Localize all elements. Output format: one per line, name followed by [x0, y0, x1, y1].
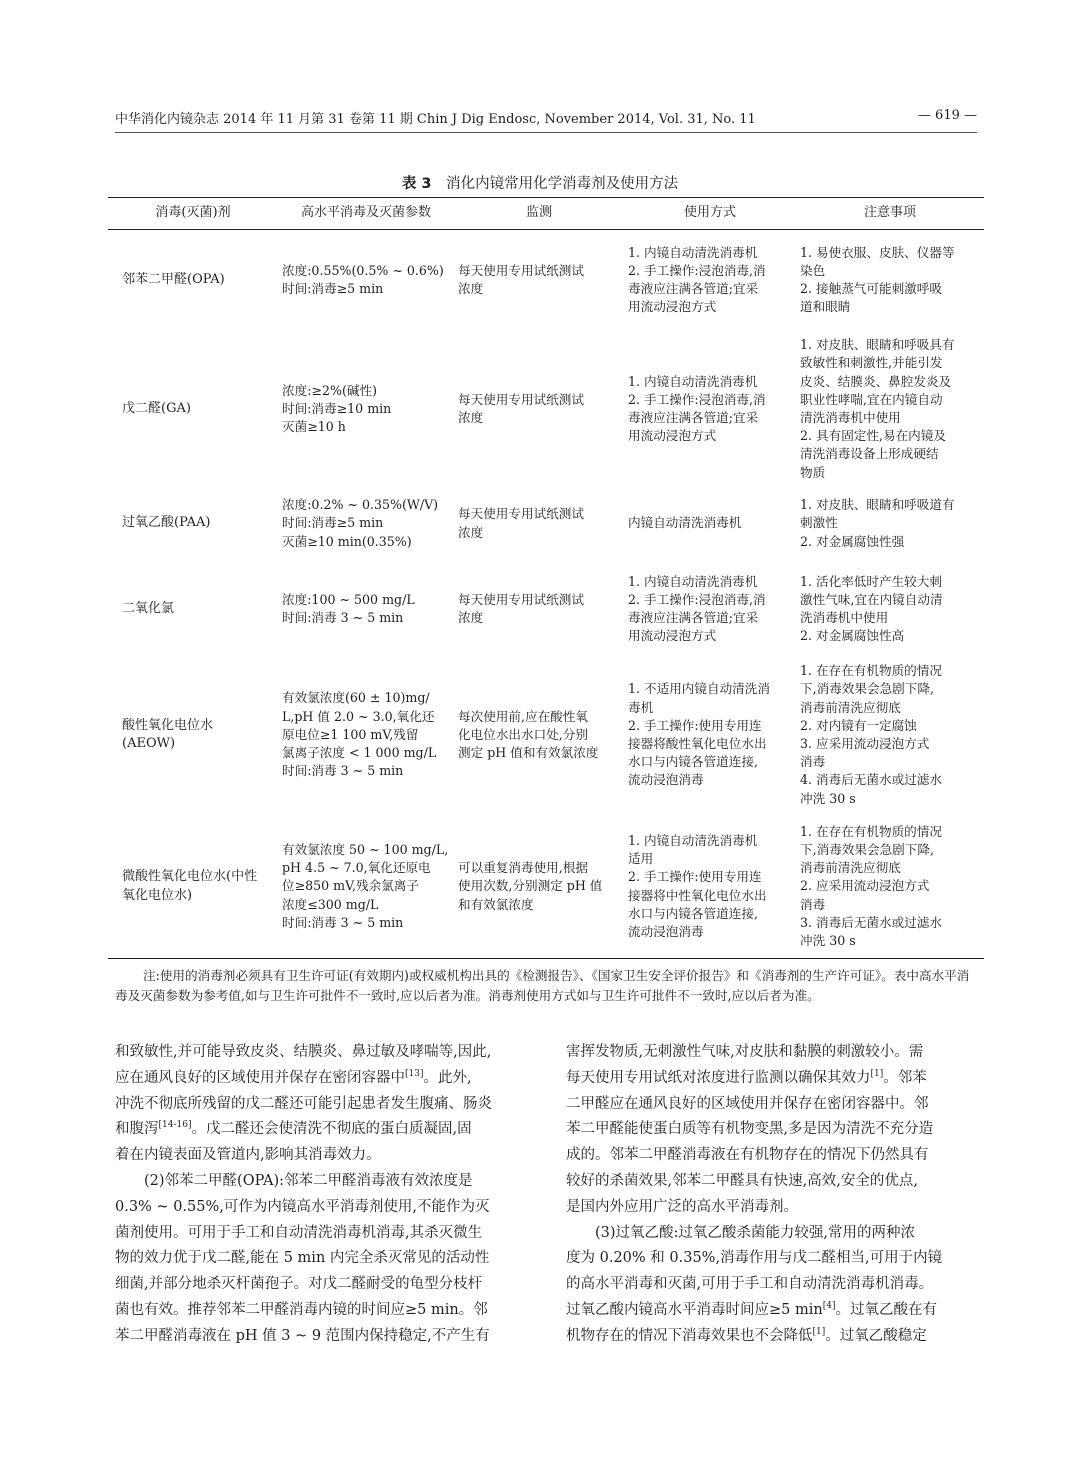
- cell-notes: [796, 813, 984, 960]
- column-header: 使用方式: [683, 204, 736, 220]
- table-row: [108, 813, 984, 960]
- cell-line: 毒机: [628, 699, 654, 715]
- cell-name: [108, 813, 278, 960]
- text-line: [115, 1272, 531, 1298]
- cell-line: 冲洗 30 s: [800, 790, 856, 806]
- cell-line: 内镜自动清洗消毒机: [628, 515, 742, 531]
- cell-line: 1. 内镜自动清洗消毒机: [628, 373, 758, 389]
- text-run: 害挥发物质,无刺激性气味,对皮肤和黏膜的刺激较小。需: [566, 1044, 924, 1060]
- cell-line: 1. 活化率低时产生较大刺: [800, 573, 942, 589]
- cell-line: 1. 在存在有机物质的情况: [800, 663, 942, 679]
- text-line: [115, 1246, 531, 1272]
- text-run: 成的。邻苯二甲醛消毒液在有机物存在的情况下仍然具有: [566, 1147, 929, 1164]
- cell-line: 激性气味,宜在内镜自动清: [800, 591, 943, 607]
- cell-line: 时间:消毒 3 ~ 5 min: [282, 914, 404, 930]
- cell-name: [108, 332, 278, 486]
- cell-line: 有效氯浓度 50 ~ 100 mg/L,: [282, 841, 449, 857]
- cell-line: 致敏性和刺激性,并能引发: [800, 355, 943, 371]
- cell-monitor: [454, 486, 624, 561]
- text-line: [566, 1272, 982, 1298]
- cell-line: 用流动浸泡方式: [628, 299, 717, 315]
- text-run: 过氧乙酸内镜高水平消毒时间应≥5 min: [566, 1301, 823, 1318]
- table-row: [108, 561, 984, 657]
- text-line: [566, 1169, 982, 1195]
- cell-line: 4. 消毒后无菌水或过滤水: [800, 772, 942, 788]
- cell-line: 灭菌≥10 h: [282, 419, 346, 435]
- cell-line: 适用: [628, 851, 654, 867]
- text-run: 菌剂使用。可用于手工和自动清洗消毒机消毒,其杀灭微生: [115, 1224, 483, 1241]
- text-run: 和致敏性,并可能导致皮炎、结膜炎、鼻过敏及哮喘等,因此,: [115, 1044, 492, 1060]
- table-row: [108, 657, 984, 813]
- cell-notes: [796, 332, 984, 486]
- text-run: 的高水平消毒和灭菌,可用于手工和自动清洗消毒机消毒。: [566, 1276, 934, 1293]
- cell-params: [278, 561, 454, 657]
- cell-line: (AEOW): [122, 736, 176, 751]
- cell-line: 灭菌≥10 min(0.35%): [282, 533, 412, 549]
- cell-line: 流动浸泡消毒: [628, 923, 704, 939]
- cell-line: 位≥850 mV,残余氯离子: [282, 878, 419, 894]
- cell-name: [108, 486, 278, 561]
- cell-line: 化电位水出水口处,分别: [458, 726, 588, 742]
- cell-line: 2. 手工操作:浸泡消毒,消: [628, 262, 766, 278]
- cell-line: 染色: [800, 262, 826, 278]
- cell-line: 毒液应注满各管道;宜采: [628, 610, 759, 625]
- table-note: 注:使用的消毒剂必须具有卫生许可证(有效期内)或权威机构出具的《检测报告》、《国家卫生安全评价报告》和《消毒剂的生产许可证》。表中高水平消毒及灭菌参数为参考值,如与卫生许可批件不一致时,应以后者为准。消毒剂使用方式如与卫生许可批件不一致时,应以后者为准。: [115, 968, 970, 1003]
- text-run: 冲洗不彻底所残留的戊二醛还可能引起患者发生腹痛、肠炎: [115, 1095, 492, 1112]
- citation-ref: [13]: [405, 1068, 424, 1079]
- cell-line: 1. 内镜自动清洗消毒机: [628, 573, 758, 589]
- text-run: 。戊二醛还会使清洗不彻底的蛋白质凝固,固: [191, 1121, 472, 1138]
- text-run: 较好的杀菌效果,邻苯二甲醛具有快速,高效,安全的优点,: [566, 1172, 918, 1189]
- cell-line: 2. 手工操作:浸泡消毒,消: [628, 391, 766, 407]
- cell-name: [108, 657, 278, 813]
- cell-monitor: [454, 561, 624, 657]
- citation-ref: [1]: [812, 1326, 826, 1337]
- cell-line: 水口与内镜各管道连接,: [628, 754, 758, 770]
- text-run: 应在通风良好的区域使用并保存在密闭容器中: [115, 1069, 405, 1086]
- cell-monitor: [454, 228, 624, 332]
- cell-line: 浓度: [458, 610, 484, 625]
- table-row: [108, 332, 984, 486]
- text-line: [566, 1324, 982, 1350]
- cell-line: 2. 手工操作:使用专用连: [628, 869, 762, 885]
- cell-line: 2. 接触蒸气可能刺激呼吸: [800, 281, 942, 296]
- cell-line: 浓度:≥2%(碱性): [282, 382, 377, 398]
- cell-line: 使用次数,分别测定 pH 值: [458, 878, 603, 894]
- cell-line: 3. 应采用流动浸泡方式: [800, 736, 930, 751]
- text-run: 菌也有效。推荐邻苯二甲醛消毒内镜的时间应≥5 min。邻: [115, 1301, 488, 1318]
- text-line: [115, 1092, 531, 1118]
- cell-line: 接器将中性氧化电位水出: [628, 887, 767, 903]
- cell-line: 用流动浸泡方式: [628, 428, 717, 444]
- text-line: [566, 1298, 982, 1324]
- cell-line: 1. 对皮肤、眼睛和呼吸道有: [800, 497, 955, 513]
- cell-line: 浓度: [458, 524, 484, 540]
- table-caption-number: 表 3: [401, 176, 432, 192]
- cell-line: 邻苯二甲醛(OPA): [122, 271, 225, 287]
- cell-line: 时间:消毒 3 ~ 5 min: [282, 763, 404, 779]
- cell-line: 2. 对内镜有一定腐蚀: [800, 717, 917, 733]
- journal-info: 中华消化内镜杂志 2014 年 11 月第 31 卷第 11 期 Chin J Dig Endosc, November 2014, Vol. 31, No. 11: [115, 112, 756, 127]
- cell-line: 洗消毒机中使用: [800, 610, 889, 625]
- cell-usage: [624, 813, 796, 960]
- cell-monitor: [454, 657, 624, 813]
- text-run: 苯二甲醛能使蛋白质等有机物变黑,多是因为清洗不充分造: [566, 1121, 934, 1138]
- cell-line: 1. 对皮肤、眼睛和呼吸具有: [800, 337, 955, 353]
- cell-name: [108, 228, 278, 332]
- cell-line: 毒液应注满各管道;宜采: [628, 410, 759, 425]
- text-line: [115, 1169, 531, 1195]
- cell-line: 时间:消毒≥10 min: [282, 400, 392, 416]
- body-right-column: [566, 1040, 982, 1350]
- text-line: [115, 1117, 531, 1143]
- text-line: [115, 1298, 531, 1324]
- body-left-column: [115, 1040, 531, 1350]
- page-number: — 619 —: [917, 108, 977, 123]
- cell-line: 流动浸泡消毒: [628, 772, 704, 788]
- cell-line: 2. 对金属腐蚀性高: [800, 628, 905, 644]
- cell-line: 有效氯浓度(60 ± 10)mg/: [282, 690, 430, 706]
- cell-params: [278, 486, 454, 561]
- cell-line: 酸性氧化电位水: [122, 717, 214, 733]
- cell-usage: [624, 657, 796, 813]
- cell-line: 浓度: [458, 410, 484, 425]
- table-header-row: [108, 198, 984, 228]
- cell-line: 浓度≤300 mg/L: [282, 896, 379, 912]
- cell-line: 用流动浸泡方式: [628, 628, 717, 644]
- text-run: 。邻苯: [883, 1069, 927, 1086]
- cell-line: 浓度:0.2% ~ 0.35%(W/V): [282, 497, 439, 513]
- cell-params: [278, 332, 454, 486]
- text-line: [566, 1092, 982, 1118]
- disinfectant-table: [108, 198, 984, 960]
- column-header: 消毒(灭菌)剂: [155, 204, 231, 220]
- cell-line: 1. 在存在有机物质的情况: [800, 823, 942, 839]
- text-run: 。此外,: [423, 1069, 472, 1086]
- cell-line: 皮炎、结膜炎、鼻腔发炎及: [800, 373, 952, 389]
- text-run: (3)过氧乙酸:过氧乙酸杀菌能力较强,常用的两种浓: [595, 1224, 916, 1241]
- cell-line: 3. 消毒后无菌水或过滤水: [800, 914, 942, 930]
- cell-line: L,pH 值 2.0 ~ 3.0,氧化还: [282, 708, 435, 724]
- cell-line: 1. 不适用内镜自动清洗消: [628, 681, 770, 697]
- cell-line: 1. 内镜自动清洗消毒机: [628, 832, 758, 848]
- cell-line: 戊二醛(GA): [122, 400, 191, 416]
- text-run: 。过氧乙酸在有: [835, 1301, 937, 1318]
- cell-line: 水口与内镜各管道连接,: [628, 905, 758, 921]
- citation-ref: [4]: [822, 1301, 836, 1312]
- cell-line: pH 4.5 ~ 7.0,氧化还原电: [282, 860, 431, 876]
- text-run: 是国内外应用广泛的高水平消毒剂。: [566, 1198, 798, 1215]
- text-run: 每天使用专用试纸对浓度进行监测以确保其效力: [566, 1069, 871, 1086]
- cell-monitor: [454, 813, 624, 960]
- cell-name: [108, 561, 278, 657]
- text-run: 二甲醛应在通风良好的区域使用并保存在密闭容器中。邻: [566, 1095, 929, 1112]
- cell-line: 浓度: [458, 281, 484, 296]
- cell-line: 消毒: [800, 896, 826, 912]
- text-line: [566, 1221, 982, 1247]
- cell-line: 氧化电位水): [122, 887, 193, 903]
- running-header: [115, 108, 977, 130]
- text-line: [115, 1195, 531, 1221]
- cell-line: 物质: [800, 464, 826, 480]
- text-run: 物的效力优于戊二醛,能在 5 min 内完全杀灭常见的活动性: [115, 1250, 490, 1267]
- text-run: 机物存在的情况下消毒效果也不会降低: [566, 1327, 813, 1344]
- text-line: [566, 1066, 982, 1092]
- table-row: [108, 486, 984, 561]
- cell-line: 消毒前清洗应彻底: [800, 699, 901, 715]
- column-header: 高水平消毒及灭菌参数: [300, 204, 431, 220]
- cell-params: [278, 228, 454, 332]
- text-line: [115, 1143, 531, 1169]
- cell-usage: [624, 486, 796, 561]
- cell-usage: [624, 332, 796, 486]
- cell-line: 和有效氯浓度: [458, 896, 534, 912]
- cell-monitor: [454, 332, 624, 486]
- cell-line: 1. 内镜自动清洗消毒机: [628, 244, 758, 260]
- cell-notes: [796, 657, 984, 813]
- cell-line: 每天使用专用试纸测试: [458, 591, 584, 607]
- cell-line: 时间:消毒≥5 min: [282, 515, 384, 531]
- cell-line: 消毒前清洗应彻底: [800, 860, 901, 876]
- cell-line: 每天使用专用试纸测试: [458, 506, 584, 522]
- table-caption-title: 消化内镜常用化学消毒剂及使用方法: [446, 176, 679, 192]
- cell-line: 时间:消毒 3 ~ 5 min: [282, 610, 404, 625]
- text-line: [115, 1324, 531, 1350]
- table-caption: [0, 172, 1080, 193]
- text-run: 着在内镜表面及管道内,影响其消毒效力。: [115, 1147, 381, 1164]
- text-run: 0.3% ~ 0.55%,可作为内镜高水平消毒剂使用,不能作为灭: [115, 1198, 490, 1215]
- text-line: [566, 1195, 982, 1221]
- text-line: [115, 1066, 531, 1092]
- citation-ref: [14-16]: [158, 1120, 192, 1131]
- cell-line: 下,消毒效果会急剧下降,: [800, 681, 934, 697]
- text-line: [115, 1221, 531, 1247]
- cell-line: 清洗消毒设备上形成硬结: [800, 446, 939, 462]
- cell-line: 浓度:100 ~ 500 mg/L: [282, 591, 415, 607]
- cell-usage: [624, 228, 796, 332]
- text-line: [115, 1040, 531, 1066]
- text-run: (2)邻苯二甲醛(OPA):邻苯二甲醛消毒液有效浓度是: [144, 1172, 473, 1189]
- text-line: [566, 1040, 982, 1066]
- cell-notes: [796, 561, 984, 657]
- cell-line: 道和眼睛: [800, 299, 851, 315]
- column-header: 监测: [525, 204, 552, 220]
- cell-line: 职业性哮喘,宜在内镜自动: [800, 391, 943, 407]
- cell-line: 消毒: [800, 754, 826, 770]
- cell-line: 清洗消毒机中使用: [800, 410, 901, 425]
- cell-line: 可以重复消毒使用,根据: [458, 860, 588, 876]
- cell-line: 微酸性氧化电位水(中性: [122, 869, 258, 885]
- cell-usage: [624, 561, 796, 657]
- cell-line: 原电位≥1 100 mV,残留: [282, 726, 419, 742]
- cell-params: [278, 657, 454, 813]
- text-run: 度为 0.20% 和 0.35%,消毒作用与戊二醛相当,可用于内镜: [566, 1250, 943, 1267]
- text-run: 苯二甲醛消毒液在 pH 值 3 ~ 9 范围内保持稳定,不产生有: [115, 1327, 490, 1344]
- cell-line: 氯离子浓度 < 1 000 mg/L: [282, 745, 437, 761]
- text-line: [566, 1143, 982, 1169]
- cell-line: 2. 手工操作:浸泡消毒,消: [628, 591, 766, 607]
- cell-line: 每天使用专用试纸测试: [458, 391, 584, 407]
- header-rule: [115, 132, 977, 133]
- cell-line: 每天使用专用试纸测试: [458, 262, 584, 278]
- cell-notes: [796, 486, 984, 561]
- cell-line: 冲洗 30 s: [800, 933, 856, 948]
- text-run: 。过氧乙酸稳定: [825, 1327, 927, 1344]
- column-header: 注意事项: [863, 204, 916, 220]
- cell-line: 过氧乙酸(PAA): [122, 515, 211, 531]
- cell-line: 2. 应采用流动浸泡方式: [800, 878, 930, 894]
- cell-line: 2. 具有固定性,易在内镜及: [800, 428, 946, 444]
- text-line: [566, 1117, 982, 1143]
- cell-line: 时间:消毒≥5 min: [282, 281, 384, 296]
- cell-line: 接器将酸性氧化电位水出: [628, 736, 767, 751]
- text-line: [566, 1246, 982, 1272]
- text-run: 细菌,并部分地杀灭杆菌孢子。对戊二醛耐受的龟型分枝杆: [115, 1276, 483, 1293]
- cell-params: [278, 813, 454, 960]
- cell-line: 测定 pH 值和有效氯浓度: [458, 745, 599, 761]
- cell-line: 每次使用前,应在酸性氧: [458, 708, 588, 724]
- cell-line: 毒液应注满各管道;宜采: [628, 281, 759, 296]
- cell-line: 1. 易使衣服、皮肤、仪器等: [800, 244, 955, 260]
- cell-line: 浓度:0.55%(0.5% ~ 0.6%): [282, 262, 444, 278]
- cell-notes: [796, 228, 984, 332]
- cell-line: 二氧化氯: [122, 600, 175, 616]
- table-row: [108, 228, 984, 332]
- citation-ref: [1]: [870, 1068, 884, 1079]
- cell-line: 刺激性: [800, 515, 838, 531]
- cell-line: 2. 手工操作:使用专用连: [628, 717, 762, 733]
- cell-line: 2. 对金属腐蚀性强: [800, 533, 905, 549]
- text-run: 和腹泻: [115, 1121, 159, 1138]
- cell-line: 下,消毒效果会急剧下降,: [800, 841, 934, 857]
